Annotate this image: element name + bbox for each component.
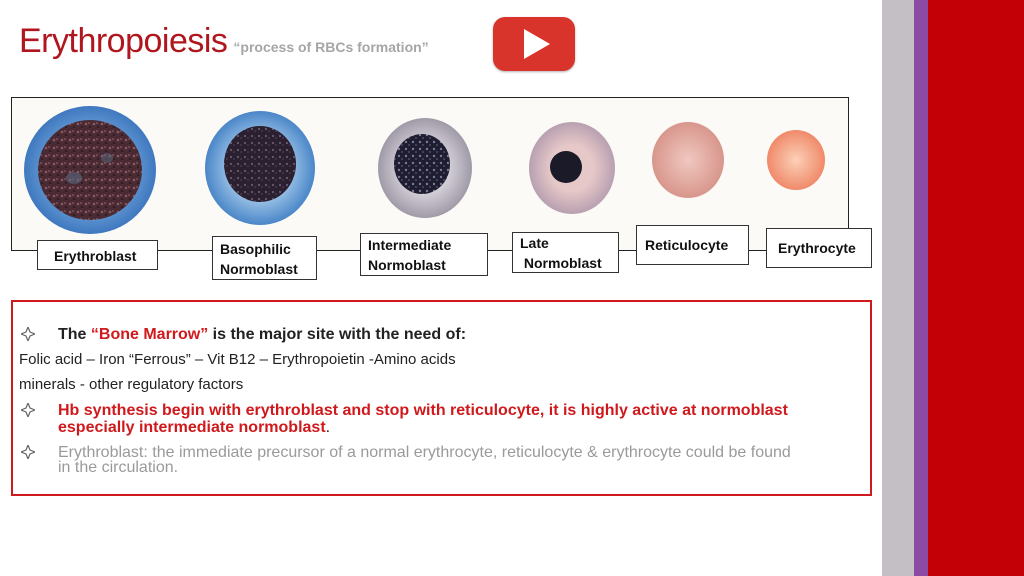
video-play-button[interactable] <box>493 17 575 71</box>
label-line: Erythroblast <box>54 248 137 264</box>
bone-marrow-highlight: “Bone Marrow” <box>90 326 209 343</box>
diamond-bullet-icon <box>21 403 35 417</box>
label-line: Basophilic <box>220 241 291 257</box>
label-line: Normoblast <box>220 261 298 277</box>
title-text: Erythropoiesis <box>19 22 228 60</box>
requirements-line: Folic acid – Iron “Ferrous” – Vit B12 – Erythropoietin -Amino acids <box>19 351 456 368</box>
label-late-normoblast <box>512 232 619 273</box>
slide-title <box>19 22 429 61</box>
hb-synthesis-period: . <box>325 419 331 436</box>
label-line: Late <box>520 235 549 251</box>
label-line: Reticulocyte <box>645 237 729 253</box>
side-stripe-red <box>928 0 1024 576</box>
minerals-line: minerals - other regulatory factors <box>19 376 244 393</box>
hb-synthesis-text: especially intermediate normoblast <box>58 419 326 436</box>
play-icon <box>493 17 575 71</box>
erythrocyte-cell <box>767 130 825 190</box>
erythroblast-note-line-1: Erythroblast: the immediate precursor of a normal erythrocyte, reticulocyte & erythrocyte could be found <box>58 444 791 461</box>
reticulocyte-cell <box>652 122 724 198</box>
hb-synthesis-line-2 <box>58 419 330 436</box>
hb-synthesis-line-1: Hb synthesis begin with erythroblast and stop with reticulocyte, it is highly active at normoblast <box>58 402 788 419</box>
label-reticulocyte <box>636 225 749 265</box>
bone-marrow-prefix: The <box>58 326 91 343</box>
label-basophilic-normoblast <box>212 236 317 280</box>
label-line: Erythrocyte <box>778 240 856 256</box>
side-stripe-purple <box>914 0 928 576</box>
diamond-bullet-icon <box>21 327 35 341</box>
subtitle-text: “process of RBCs formation” <box>233 39 429 55</box>
bone-marrow-suffix: is the major site with the need of: <box>208 326 467 343</box>
label-intermediate-normoblast <box>360 233 488 276</box>
bone-marrow-line <box>58 326 466 344</box>
erythroblast-note-line-2: in the circulation. <box>58 459 179 476</box>
label-line: Normoblast <box>520 255 602 271</box>
diamond-bullet-icon <box>21 445 35 459</box>
side-stripe-gray <box>882 0 914 576</box>
label-line: Intermediate <box>368 237 452 253</box>
label-line: Normoblast <box>368 257 446 273</box>
label-erythroblast <box>37 240 158 270</box>
label-erythrocyte <box>766 228 872 268</box>
